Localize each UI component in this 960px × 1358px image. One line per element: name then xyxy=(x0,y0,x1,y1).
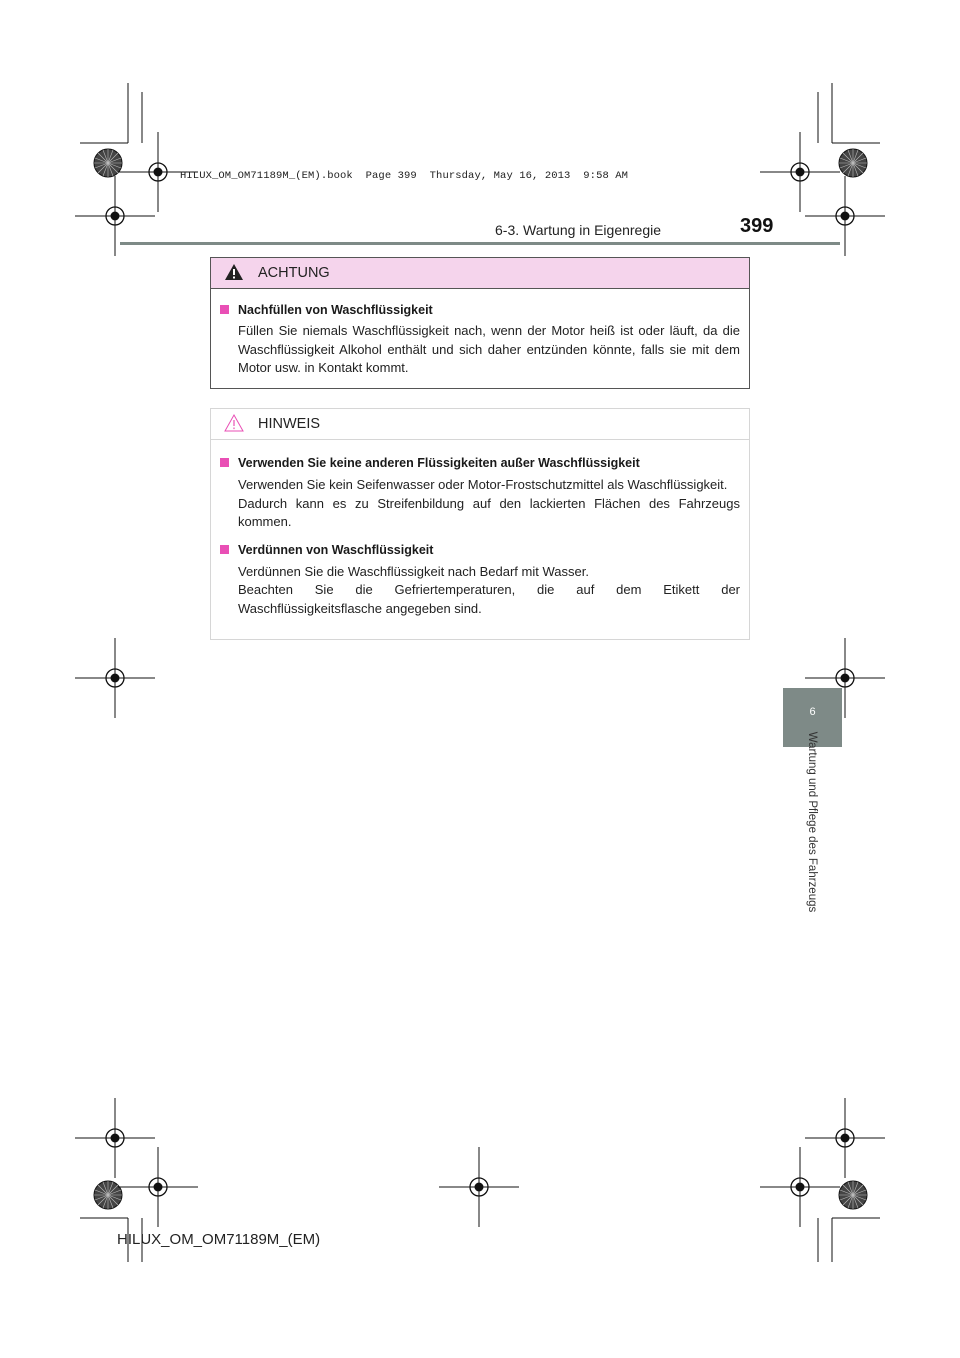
warning-item-text: Füllen Sie niemals Waschflüssigkeit nach, wenn der Motor heiß ist oder läuft, da die Waschflüssigkeit Alkohol enthält und sich daher entzünden könnte, falls sie mit dem Motor usw. in Kontakt kommt. xyxy=(238,323,740,375)
note-box xyxy=(210,408,750,640)
warning-item-title: Nachfüllen von Waschflüssigkeit xyxy=(238,303,433,317)
bullet-square-icon xyxy=(220,305,229,314)
warning-heading: ACHTUNG xyxy=(258,265,330,281)
note-box-header xyxy=(211,409,749,440)
footer-document-code: HILUX_OM_OM71189M_(EM) xyxy=(117,1231,321,1248)
note-item xyxy=(220,541,740,619)
page-number: 399 xyxy=(740,215,774,237)
header-rule xyxy=(120,242,840,245)
warning-item xyxy=(220,301,740,378)
section-title: 6-3. Wartung in Eigenregie xyxy=(495,222,662,238)
warning-box xyxy=(210,257,750,389)
chapter-number: 6 xyxy=(809,706,816,718)
note-item-paragraph: Beachten Sie die Gefriertemperaturen, die auf dem Etikett der Waschflüssigkeitsflasche angegeben sind. xyxy=(238,582,740,616)
note-heading: HINWEIS xyxy=(258,416,321,432)
note-item-title-row xyxy=(220,454,740,472)
note-item xyxy=(220,454,740,532)
note-item-paragraph: Verdünnen Sie die Waschflüssigkeit nach Bedarf mit Wasser. xyxy=(238,563,589,579)
bullet-square-icon xyxy=(220,458,229,467)
warning-box-header xyxy=(211,258,749,289)
print-info-line: HILUX_OM_OM71189M_(EM).book Page 399 Thursday, May 16, 2013 9:58 AM xyxy=(180,170,629,182)
note-item-paragraph: Dadurch kann es zu Streifenbildung auf den lackierten Flächen des Fahrzeugs kommen. xyxy=(238,495,740,529)
bullet-square-icon xyxy=(220,545,229,554)
note-item-title: Verwenden Sie keine anderen Flüssigkeiten außer Waschflüssigkeit xyxy=(238,456,640,470)
note-item-title: Verdünnen von Waschflüssigkeit xyxy=(238,542,434,557)
warning-item-title-row xyxy=(220,301,740,319)
note-item-title-row xyxy=(220,541,740,559)
notice-triangle-outline-icon xyxy=(224,413,244,433)
warning-triangle-icon xyxy=(224,262,244,282)
note-item-paragraph: Verwenden Sie kein Seifenwasser oder Motor-Frostschutzmittel als Waschflüssigkeit. xyxy=(238,477,728,492)
chapter-label: Wartung und Pflege des Fahrzeugs xyxy=(806,731,818,913)
